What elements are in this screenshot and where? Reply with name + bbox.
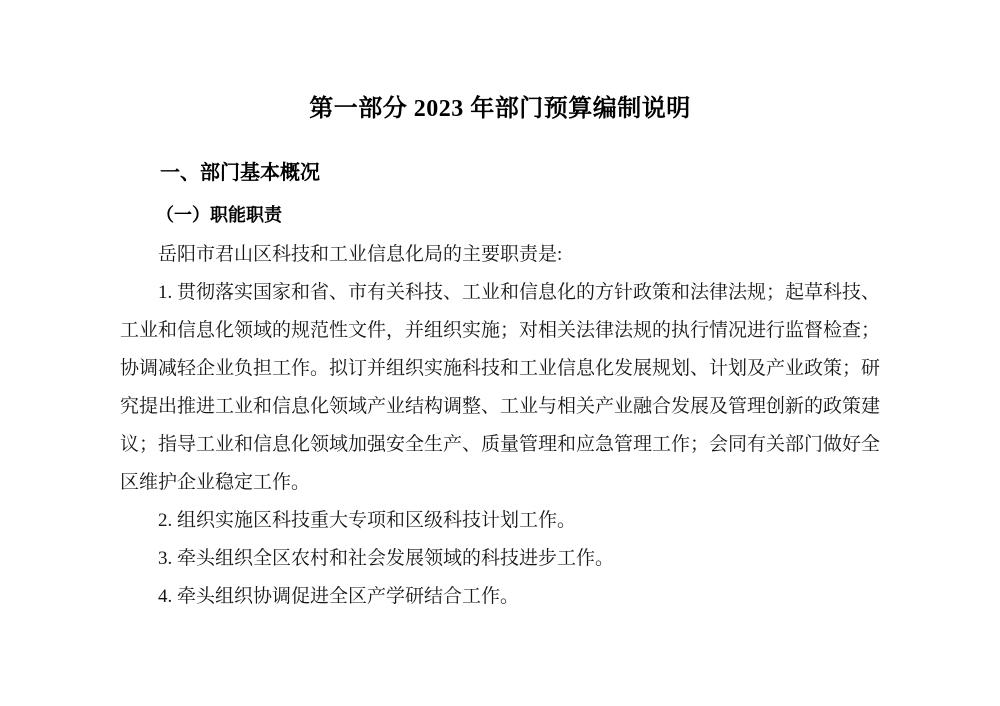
- paragraph-intro: 岳阳市君山区科技和工业信息化局的主要职责是:: [158, 244, 563, 265]
- subsection-heading-functions-duties: （一）职能职责: [156, 205, 282, 225]
- paragraph-duty-2: 2. 组织实施区科技重大专项和区级科技计划工作。: [158, 510, 577, 531]
- section-heading-department-overview: 一、部门基本概况: [160, 162, 320, 184]
- paragraph-duty-1: 1. 贯彻落实国家和省、市有关科技、工业和信息化的方针政策和法律法规；起草科技、工业和信息化领域的规范性文件，并组织实施；对相关法律法规的执行情况进行监督检查；协调减轻企业负担工作。拟订并组织实施科技和工业信息化发展规划、计划及产业政策；研究提出推进工业和信息化领域产业结构调整、工业与相关产业融合发展及管理创新的政策建议；指导工业和信息化领域加强安全生产、质量管理和应急管理工作；会同有关部门做好全区维护企业稳定工作。: [120, 282, 881, 493]
- paragraph-duty-4: 4. 牵头组织协调促进全区产学研结合工作。: [158, 586, 520, 607]
- paragraph-duty-3: 3. 牵头组织全区农村和社会发展领域的科技进步工作。: [158, 548, 615, 569]
- document-title: 第一部分 2023 年部门预算编制说明: [309, 96, 691, 122]
